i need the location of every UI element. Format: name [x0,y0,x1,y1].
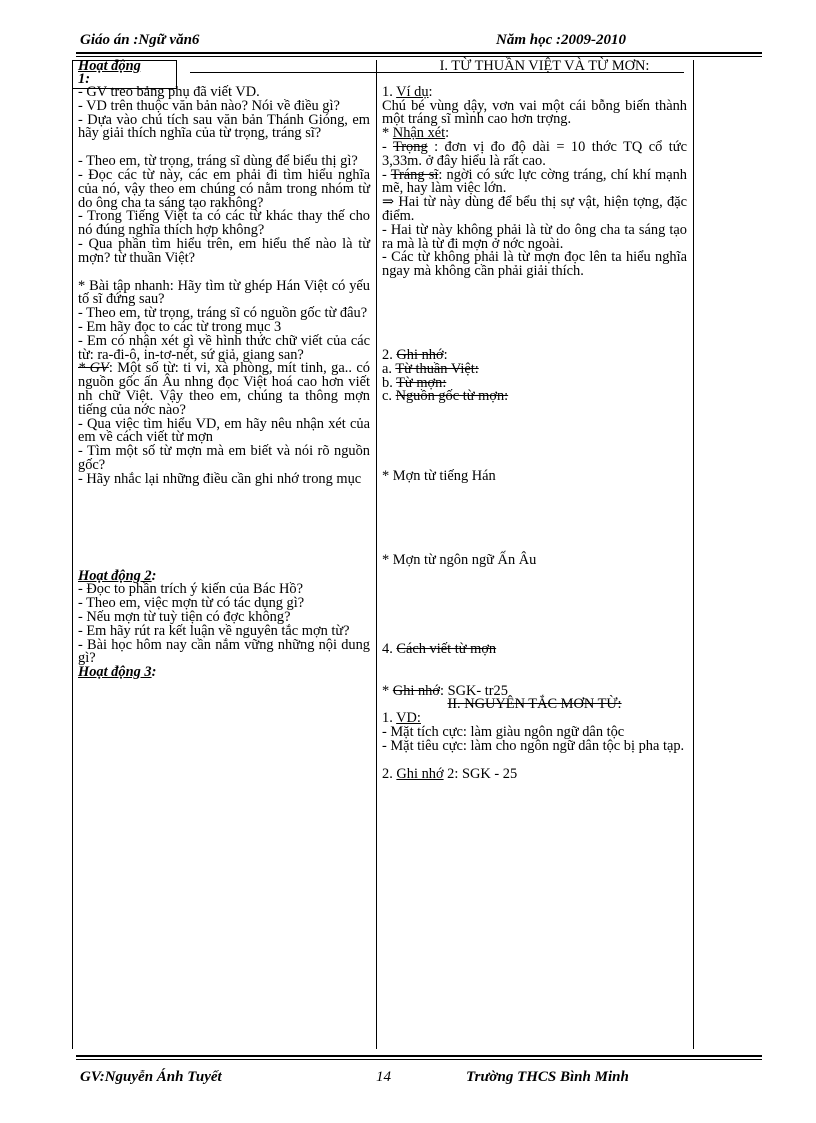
question-6: - Trong Tiếng Việt ta có các từ khác thay thế cho nó đúng nghĩa thích hợp không? [78,208,370,239]
remark-conclusion: ⇒ Hai từ này dùng để bểu thị sự vật, hiện tợng, đặc điểm. [382,194,687,224]
activities-column [78,60,370,680]
question-16: - Đọc to phần trích ý kiến của Bác Hồ? [78,581,303,598]
remark-borrowed: - Hai từ này không phải là từ do ông cha ta sáng tạo ra mà là từ đi mợn ở nớc ngoài. [382,221,687,252]
remark-heading: * Nhận xét: [382,125,450,142]
writing-borrowed-words: 4. Cách viết từ mợn [382,640,497,657]
table-divider [376,60,377,1049]
lesson-table [72,60,694,1049]
quick-exercise: * Bài tập nhanh: Hãy tìm từ ghép Hán Việt có yếu tố sĩ đứng sau? [78,277,370,308]
question-18: - Nếu mợn từ tuỳ tiện có đợc không? [78,608,291,625]
section-2-title: II. NGUYÊN TẮC MƠN TỪ: [447,696,622,713]
activity-3-heading: Hoạt động 3: [78,664,157,681]
question-11: - Em có nhận xét gì về hình thức chữ viết của các từ: ra-đi-ô, in-tơ-nét, sứ giả, giang san? [78,332,370,363]
question-4: - Theo em, từ trọng, tráng sĩ dùng để biểu thị gì? [78,153,358,170]
memo-sgk-25: * Ghi nhớ: SGK- tr25 [382,682,508,699]
negative-aspect: - Mặt tiêu cực: làm cho ngôn ngữ dân tộc bị pha tạp. [382,737,685,754]
page-number: 14 [376,1069,391,1085]
memo-origin: c. Nguồn gốc từ mợn: [382,388,509,405]
borrowed-from-han: * Mợn từ tiếng Hán [382,468,496,485]
section-1-title: I. TỪ THUẦN VIỆT VÀ TỪ MƠN: [439,58,650,74]
question-2: - VD trên thuộc văn bản nào? Nói về điều gì? [78,97,340,114]
question-14: - Tìm một số từ mợn mà em biết và nói rõ nguồn gốc? [78,443,370,473]
question-15: - Hãy nhắc lại những điều cần ghi nhớ trong mục [78,470,362,487]
borrowed-from-indo-european: * Mợn từ ngôn ngữ Ấn Âu [382,551,537,568]
positive-aspect: - Mặt tích cực: làm giàu ngôn ngữ dân tộc [382,723,625,740]
activity-2-heading: Hoạt động 2: [78,567,157,584]
memo-native-words: a. Từ thuần Việt: [382,360,479,377]
header-rule-thin [76,56,762,57]
footer-teacher: GV:Nguyễn Ánh Tuyết [80,1069,222,1085]
footer-school: Trường THCS Bình Minh [466,1069,629,1085]
remark-trong: - Trọng : đơn vị đo độ dài = 10 thớc TQ cổ tức 3,33m. ở đây hiểu là rất cao. [382,138,687,169]
question-5: - Đọc các từ này, các em phải đi tìm hiểu nghĩa của nó, vậy theo em chúng có nằm trong nhóm từ do ông cha ta sáng tạo rakhông? [78,166,370,211]
question-10: - Em hãy đọc to các từ trong mục 3 [78,318,282,335]
question-1: - GV treo bảng phụ đã viết VD. [78,84,260,100]
question-9: - Theo em, từ trọng, tráng sĩ có nguồn gốc từ đâu? [78,305,368,322]
memo-2: 2. Ghi nhớ 2: SGK - 25 [382,765,518,782]
remark-native: - Các từ không phải là từ mợn đọc lên ta hiểu nghĩa ngay mà không cần phải giải thích. [382,249,687,280]
question-17: - Theo em, việc mợn từ có tác dụng gì? [78,595,305,612]
table-border-left [72,60,73,1049]
question-7: - Qua phần tìm hiểu trên, em hiểu thế nào là từ mợn? từ thuần Việt? [78,235,370,266]
header-rule-thick [76,52,762,54]
memo-borrowed-words: b. Từ mợn: [382,374,447,391]
example-text: Chú bé vùng dậy, vơn vai một cái bỗng biến thành một tráng sĩ mình cao hơn trợng. [382,97,687,128]
footer-rule-thin [76,1059,762,1060]
question-19: - Em hãy rút ra kết luận về nguyên tắc mợn từ? [78,622,350,639]
remark-trang-si: - Tráng sĩ: ngời có sức lực cờng tráng, chí khí mạnh mẽ, hay làm việc lớn. [382,166,687,197]
section-2-example-heading: 1. VD: [382,710,421,727]
question-13: - Qua việc tìm hiểu VD, em hãy nêu nhận xét của em về cách viết từ mợn [78,415,370,446]
question-20: - Bài học hôm nay cần nắm vững những nội dung gì? [78,636,370,667]
memo-heading: 2. Ghi nhớ: [382,346,448,363]
question-3: - Dựa vào chú tích sau văn bản Thánh Gióng, em hãy giải thích nghĩa của từ trọng, tráng sĩ? [78,111,370,142]
table-border-right [693,60,694,1049]
example-heading: 1. Ví dụ: [382,83,433,100]
header-lesson-plan: Giáo án :Ngữ văn6 [80,32,200,48]
footer-rule-thick [76,1055,762,1057]
header-school-year: Năm học :2009-2010 [496,32,626,48]
activity-1-heading: Hoạt động 1: [78,58,141,87]
teacher-note: * GV: Một số từ: ti vi, xà phòng, mít tinh, ga.. có nguồn gốc ấn Âu nhng đọc Việt hoá cao hơn viết nh chữ Việt. Vậy theo em, chúng ta thông mợn tiếng của nớc nào? [78,360,370,418]
content-column [382,60,687,781]
